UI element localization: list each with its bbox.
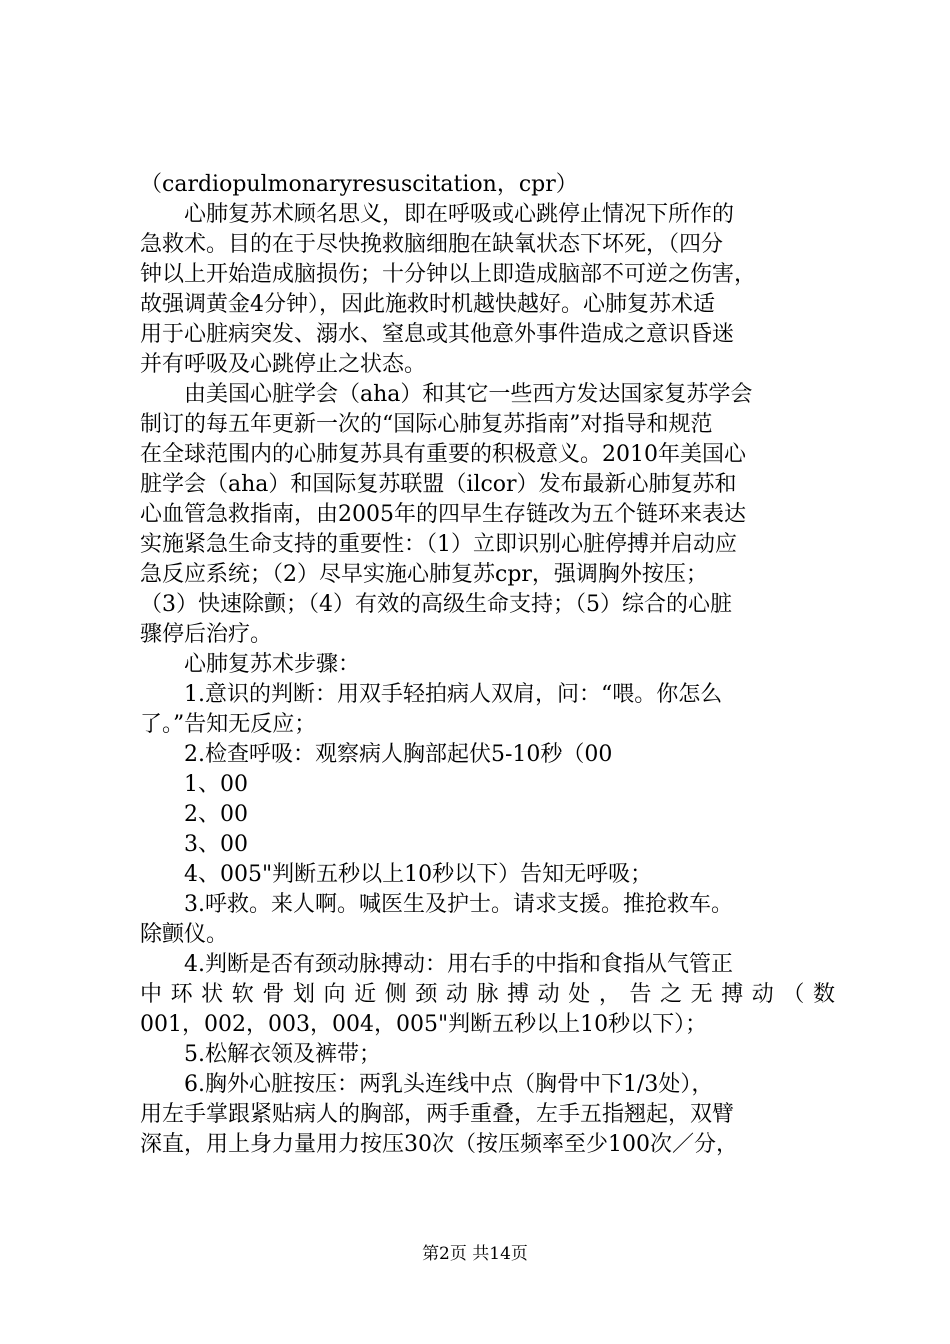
text-line: 6.胸外心脏按压：两乳头连线中点（胸骨中下1/3处）， [184, 1072, 714, 1097]
text-line: 用左手掌跟紧贴病人的胸部，两手重叠，左手五指翘起，双臂 [140, 1102, 735, 1127]
text-line: 1.意识的判断：用双手轻拍病人双肩，问：“喂。你怎么 [184, 682, 723, 707]
text-line: 实施紧急生命支持的重要性：（1）立即识别心脏停搏并启动应 [140, 532, 737, 557]
text-line: 骤停后治疗。 [140, 622, 273, 647]
text-line: 钟以上开始造成脑损伤；十分钟以上即造成脑部不可逆之伤害， [140, 262, 757, 287]
text-line: （cardiopulmonaryresuscitation，cpr） [140, 172, 578, 197]
text-line: （3）快速除颤；（4）有效的高级生命支持；（5）综合的心脏 [140, 592, 732, 617]
text-line: 并有呼吸及心跳停止之状态。 [140, 352, 427, 377]
text-line: 深直，用上身力量用力按压30次（按压频率至少100次／分， [140, 1132, 738, 1157]
text-line: 由美国心脏学会（aha）和其它一些西方发达国家复苏学会 [184, 382, 753, 407]
document-body [140, 170, 835, 1160]
text-line: 脏学会（aha）和国际复苏联盟（ilcor）发布最新心肺复苏和 [140, 472, 737, 497]
text-line: 在全球范围内的心肺复苏具有重要的积极意义。2010年美国心 [140, 442, 746, 467]
text-line: 001，002，003，004，005"判断五秒以上10秒以下）； [140, 1012, 708, 1037]
text-line: 急救术。目的在于尽快挽救脑细胞在缺氧状态下坏死，（四分 [140, 232, 724, 257]
text-line: 2.检查呼吸：观察病人胸部起伏5-10秒（00 [184, 742, 613, 767]
text-line: 制订的每五年更新一次的“国际心肺复苏指南”对指导和规范 [140, 412, 713, 437]
text-line: 用于心脏病突发、溺水、窒息或其他意外事件造成之意识昏迷 [140, 322, 735, 347]
text-line: 4.判断是否有颈动脉搏动：用右手的中指和食指从气管正 [184, 952, 733, 977]
text-line: 5.松解衣领及裤带； [184, 1042, 381, 1067]
text-line: 心肺复苏术顾名思义，即在呼吸或心跳停止情况下所作的 [184, 202, 735, 227]
text-line: 中环状软骨划向近侧颈动脉搏动处，告之无搏动（数 [140, 982, 835, 1007]
section-heading: 心肺复苏术步骤： [184, 652, 361, 677]
text-line: 除颤仪。 [140, 922, 229, 947]
text-line: 心血管急救指南，由2005年的四早生存链改为五个链环来表达 [140, 502, 746, 527]
text-line: 3.呼救。来人啊。喊医生及护士。请求支援。推抢救车。 [184, 892, 733, 917]
text-line: 急反应系统；（2）尽早实施心肺复苏cpr，强调胸外按压； [140, 562, 708, 587]
text-line: 2、00 [184, 802, 248, 827]
text-line: 4、005"判断五秒以上10秒以下）告知无呼吸； [184, 862, 653, 887]
text-line: 3、00 [184, 832, 248, 857]
text-line: 了。”告知无反应； [140, 712, 317, 737]
text-line: 1、00 [184, 772, 248, 797]
text-line: 故强调黄金4分钟），因此施救时机越快越好。心肺复苏术适 [140, 292, 715, 317]
page-number-footer: 第2页 共14页 [422, 1244, 528, 1264]
